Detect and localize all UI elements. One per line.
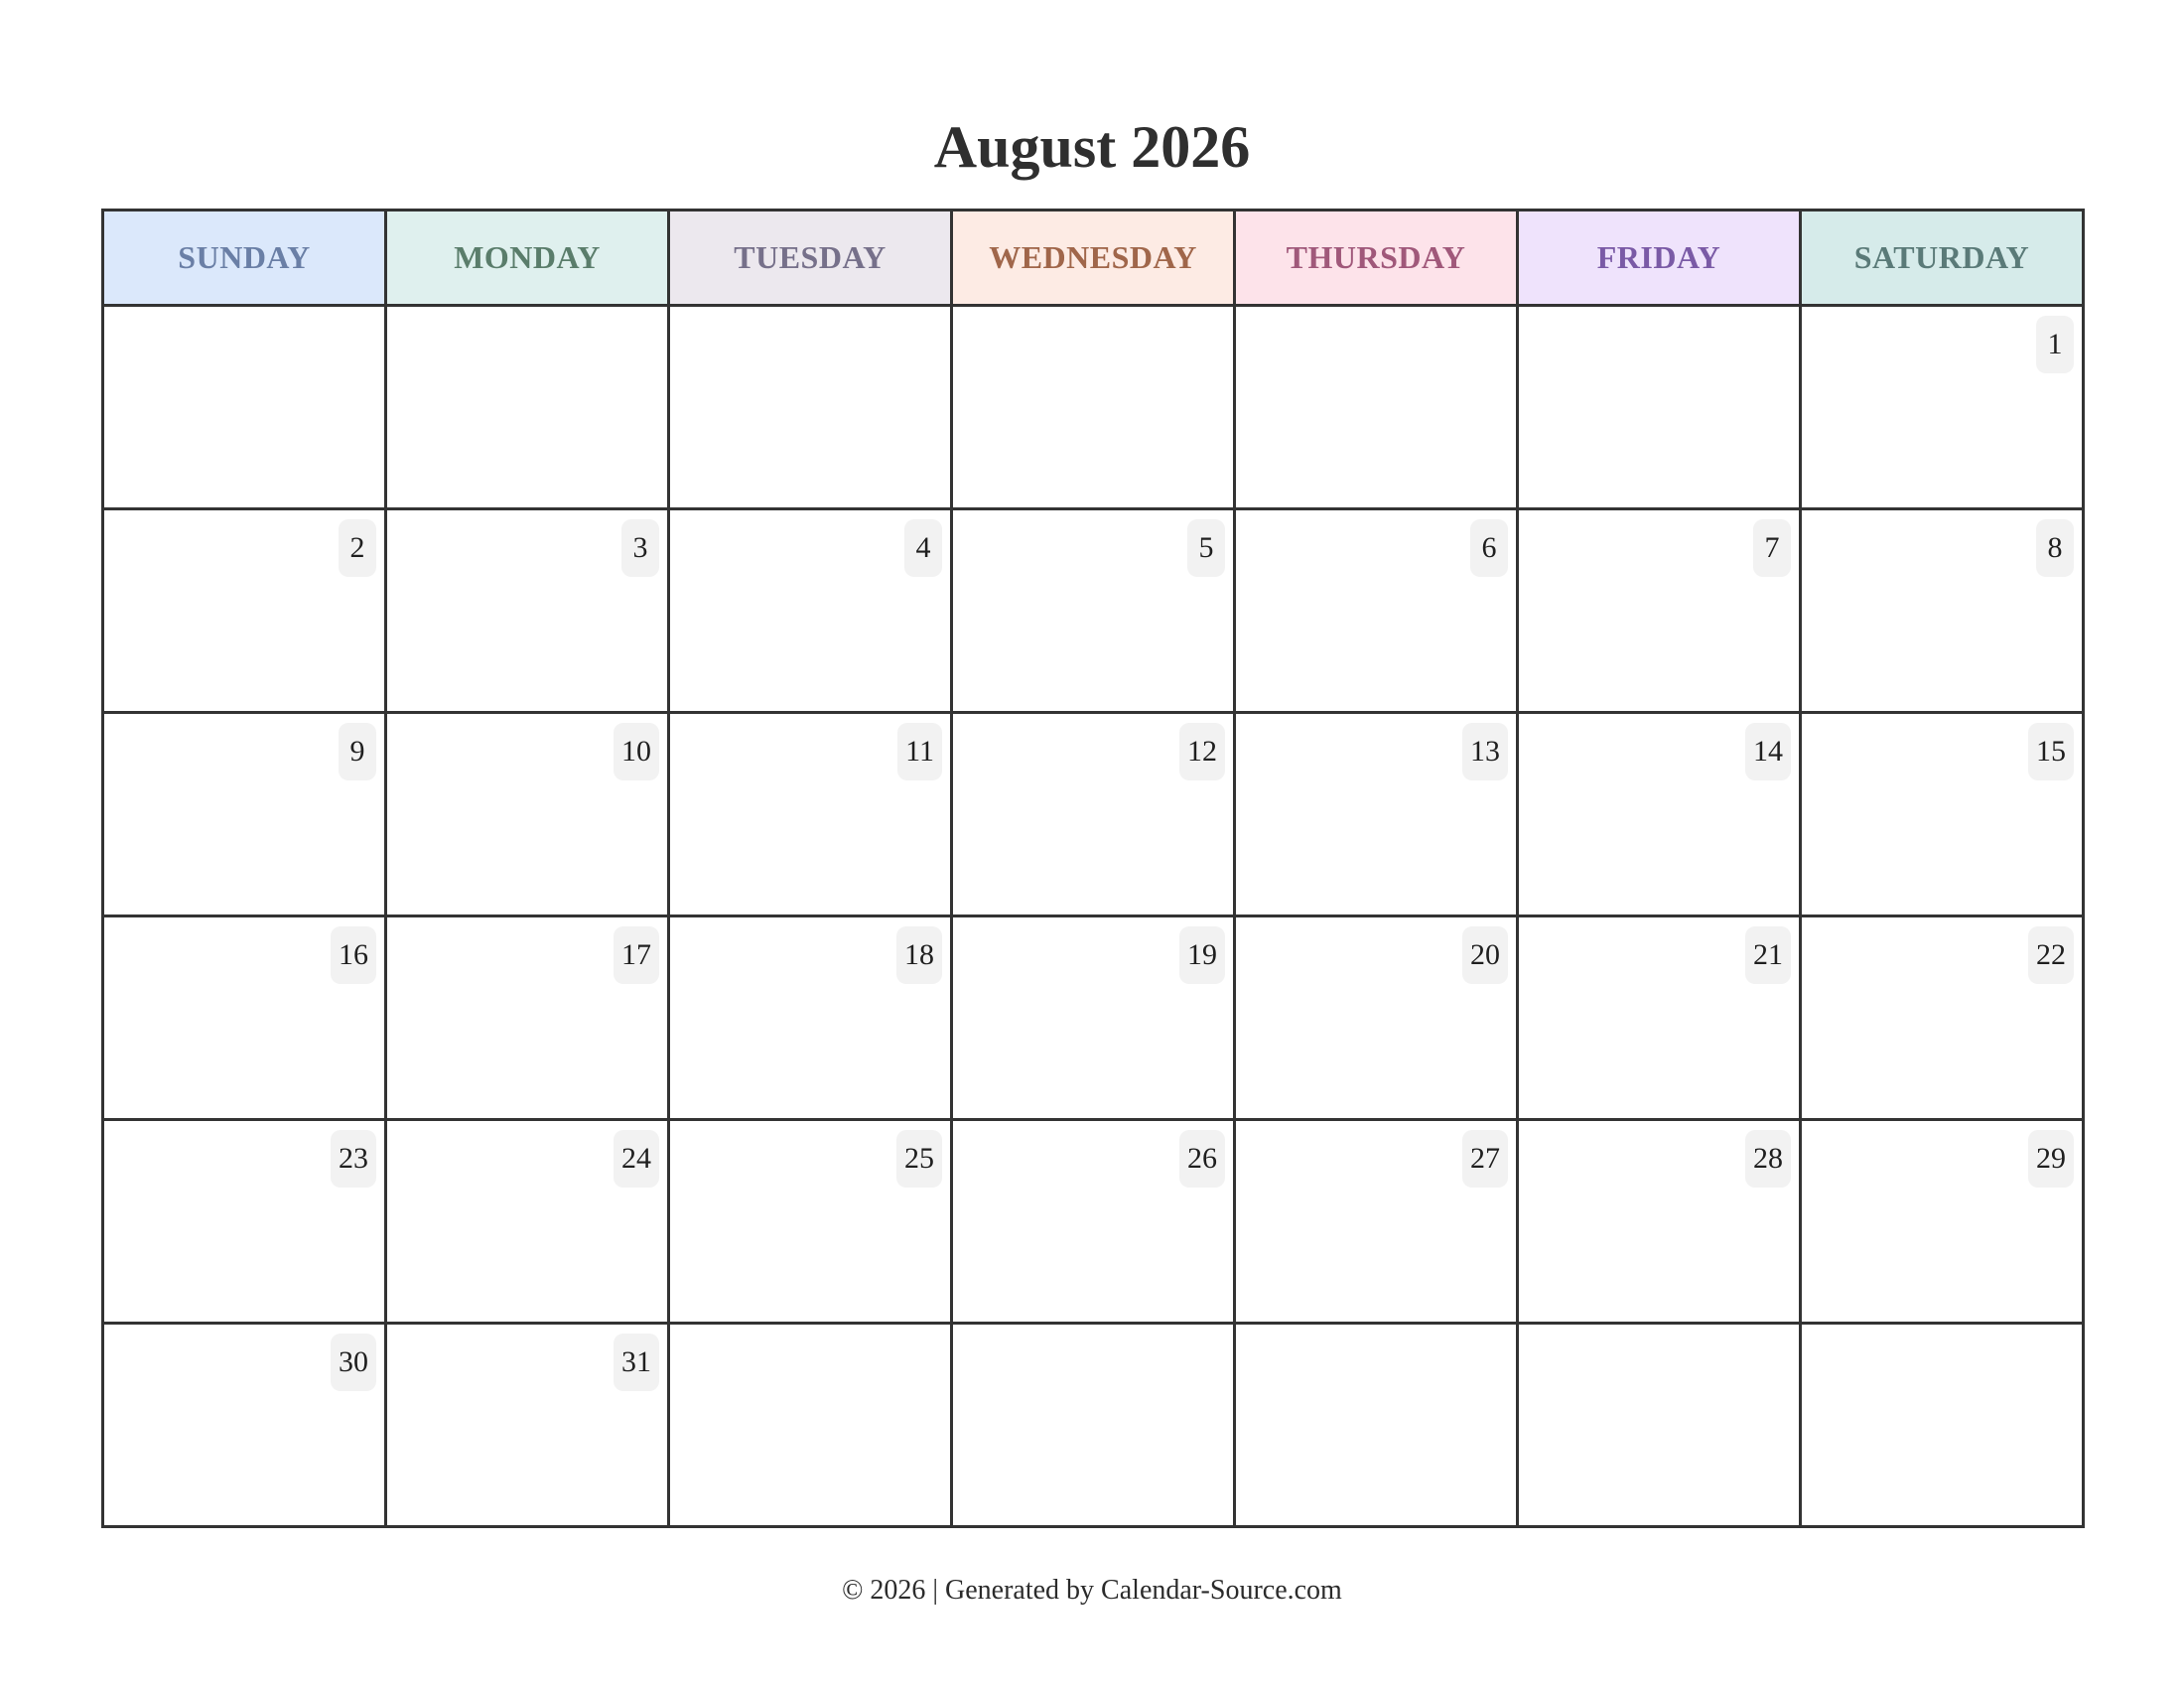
- day-cell: [1518, 509, 1801, 713]
- day-cell: [103, 509, 386, 713]
- day-cell: [669, 916, 952, 1120]
- day-cell: [103, 916, 386, 1120]
- day-number: 22: [2028, 926, 2074, 984]
- weekday-header-row: [103, 211, 2084, 306]
- day-cell: [1801, 306, 2084, 509]
- day-number: 25: [896, 1130, 942, 1188]
- weekday-header-saturday: SATURDAY: [1801, 211, 2084, 306]
- day-cell: [952, 509, 1235, 713]
- day-number: 30: [331, 1334, 376, 1391]
- weekday-header-tuesday: TUESDAY: [669, 211, 952, 306]
- day-cell: [103, 713, 386, 916]
- day-cell: [386, 1120, 669, 1324]
- day-cell: [1518, 1324, 1801, 1527]
- day-number: 27: [1462, 1130, 1508, 1188]
- day-cell: [386, 1324, 669, 1527]
- day-number: 4: [904, 519, 942, 577]
- weekday-header-thursday: THURSDAY: [1235, 211, 1518, 306]
- day-number: 26: [1179, 1130, 1225, 1188]
- day-cell: [952, 713, 1235, 916]
- day-cell: [669, 1324, 952, 1527]
- day-number: 18: [896, 926, 942, 984]
- day-cell: [1801, 916, 2084, 1120]
- day-cell: [1235, 713, 1518, 916]
- day-number: 19: [1179, 926, 1225, 984]
- day-cell: [669, 713, 952, 916]
- day-cell: [386, 306, 669, 509]
- day-cell: [1235, 916, 1518, 1120]
- day-cell: [1518, 713, 1801, 916]
- week-row: [103, 306, 2084, 509]
- day-number: 11: [897, 723, 942, 780]
- day-cell: [1518, 1120, 1801, 1324]
- day-number: 3: [621, 519, 659, 577]
- day-cell: [1235, 1324, 1518, 1527]
- day-cell: [1235, 1120, 1518, 1324]
- day-number: 23: [331, 1130, 376, 1188]
- calendar-grid: [101, 209, 2085, 1528]
- day-number: 5: [1187, 519, 1225, 577]
- day-cell: [103, 1324, 386, 1527]
- day-number: 31: [614, 1334, 659, 1391]
- week-row: [103, 509, 2084, 713]
- day-number: 20: [1462, 926, 1508, 984]
- day-number: 12: [1179, 723, 1225, 780]
- day-number: 13: [1462, 723, 1508, 780]
- day-cell: [1801, 509, 2084, 713]
- calendar-title: August 2026: [933, 114, 1251, 180]
- day-cell: [952, 306, 1235, 509]
- day-cell: [669, 306, 952, 509]
- day-cell: [669, 509, 952, 713]
- day-cell: [1801, 713, 2084, 916]
- day-number: 21: [1745, 926, 1791, 984]
- day-number: 10: [614, 723, 659, 780]
- day-number: 16: [331, 926, 376, 984]
- day-number: 29: [2028, 1130, 2074, 1188]
- day-cell: [952, 1324, 1235, 1527]
- day-number: 14: [1745, 723, 1791, 780]
- day-cell: [952, 1120, 1235, 1324]
- day-cell: [386, 509, 669, 713]
- day-cell: [669, 1120, 952, 1324]
- day-number: 8: [2036, 519, 2074, 577]
- day-number: 24: [614, 1130, 659, 1188]
- day-number: 17: [614, 926, 659, 984]
- day-number: 2: [339, 519, 376, 577]
- day-cell: [1801, 1324, 2084, 1527]
- week-row: [103, 916, 2084, 1120]
- day-cell: [1235, 509, 1518, 713]
- day-cell: [386, 713, 669, 916]
- day-number: 1: [2036, 316, 2074, 373]
- week-row: [103, 1324, 2084, 1527]
- weekday-header-wednesday: WEDNESDAY: [952, 211, 1235, 306]
- weekday-header-friday: FRIDAY: [1518, 211, 1801, 306]
- footer-credit: © 2026 | Generated by Calendar-Source.com: [842, 1575, 1342, 1606]
- week-row: [103, 1120, 2084, 1324]
- day-cell: [1801, 1120, 2084, 1324]
- week-row: [103, 713, 2084, 916]
- day-cell: [1518, 306, 1801, 509]
- day-cell: [1235, 306, 1518, 509]
- day-number: 7: [1753, 519, 1791, 577]
- day-number: 6: [1470, 519, 1508, 577]
- day-cell: [952, 916, 1235, 1120]
- weekday-header-monday: MONDAY: [386, 211, 669, 306]
- weekday-header-sunday: SUNDAY: [103, 211, 386, 306]
- day-cell: [1518, 916, 1801, 1120]
- day-cell: [103, 306, 386, 509]
- day-cell: [103, 1120, 386, 1324]
- day-cell: [386, 916, 669, 1120]
- day-number: 15: [2028, 723, 2074, 780]
- day-number: 28: [1745, 1130, 1791, 1188]
- day-number: 9: [339, 723, 376, 780]
